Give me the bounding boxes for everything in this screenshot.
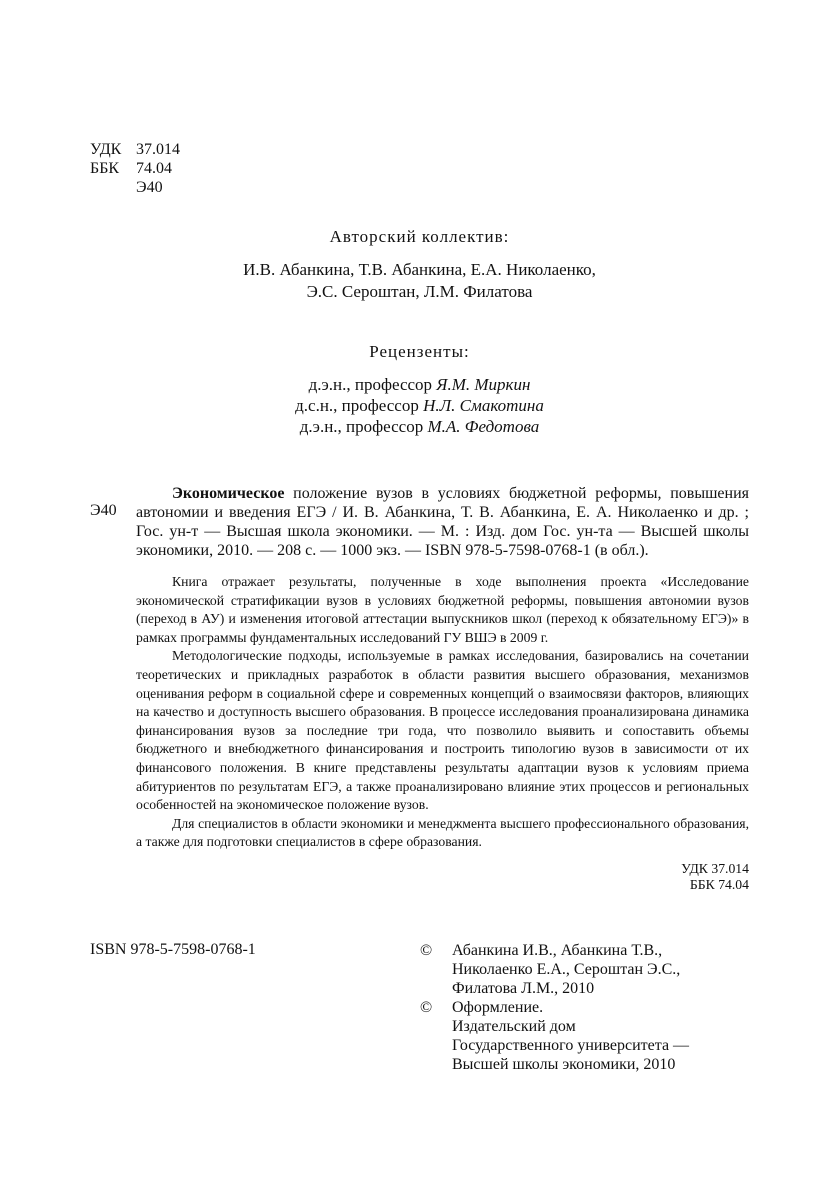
reviewer-degree: д.э.н., профессор [308, 375, 437, 394]
bib-title-lead: Экономическое [172, 485, 285, 502]
udk-row [90, 140, 180, 159]
reviewer-name: М.А. Федотова [427, 417, 540, 436]
udk-label: УДК [90, 141, 122, 158]
reviewer-degree: д.с.н., профессор [295, 396, 424, 415]
copyright-line: Николаенко Е.А., Сероштан Э.С., [452, 961, 681, 978]
bottom-classification [681, 861, 749, 893]
bbk-row [90, 159, 180, 178]
authors-list [0, 259, 839, 303]
copyright-line: Издательский дом [452, 1018, 576, 1035]
copyright-symbol: © [420, 942, 433, 959]
udk-value: 37.014 [136, 141, 180, 158]
bib-author-code: Э40 [90, 502, 117, 519]
author-code: Э40 [136, 179, 163, 196]
reviewer-name: Я.М. Миркин [436, 375, 531, 394]
copyright-line: Абанкина И.В., Абанкина Т.В., [452, 942, 663, 959]
classification-block [90, 140, 180, 197]
reviewer-item [0, 374, 839, 395]
annotation-paragraph: Для специалистов в области экономики и менеджмента высшего профессионального образования, а также для подготовки специалистов в сфере образования. [136, 815, 749, 850]
copyright-line: Оформление. [452, 999, 544, 1016]
author-code-row [90, 178, 180, 197]
reviewer-name: Н.Л. Смакотина [423, 396, 544, 415]
authors-line-2: Э.С. Сероштан, Л.М. Филатова [306, 282, 533, 301]
annotation-paragraph: Книга отражает результаты, полученные в ходе выполнения проекта «Исследование экономической стратификации вузов в условиях бюджетной реформы, повышения автономии вузов (переход в АУ) и изменения итоговой аттестации выпускников школ (переход к обязательному ЕГЭ)» в рамках программы фундаментальных исследований ГУ ВШЭ в 2009 г. [136, 574, 749, 645]
reviewer-degree: д.э.н., профессор [299, 417, 428, 436]
bibliographic-entry [136, 484, 749, 560]
bottom-bbk: ББК 74.04 [689, 877, 749, 892]
authors-line-1: И.В. Абанкина, Т.В. Абанкина, Е.А. Николаенко, [243, 260, 596, 279]
copyright-line: Государственного университета — [452, 1037, 690, 1054]
copyright-line: Филатова Л.М., 2010 [452, 980, 595, 997]
bbk-value: 74.04 [136, 160, 172, 177]
bottom-udk: УДК 37.014 [681, 861, 749, 876]
reviewer-item [0, 395, 839, 416]
copyright-authors [420, 941, 752, 998]
copyright-design [420, 998, 752, 1074]
reviewer-item [0, 416, 839, 437]
reviewers-title: Рецензенты: [369, 342, 470, 361]
reviewers-list [0, 374, 839, 437]
authors-title: Авторский коллектив: [329, 227, 510, 246]
copyright-line: Высшей школы экономики, 2010 [452, 1056, 676, 1073]
bib-text: положение вузов в условиях бюджетной реформы, повышения автономии и введения ЕГЭ / И. В. Абанкина, Т. В. Абанкина, Е. А. Николаенко и др. ; Гос. ун-т — Высшая школа экономики. — М. : Изд. дом Гос. ун-та — Высшей школы экономики, 2010. — 208 с. — 1000 экз. — ISBN 978-5-7598-0768-1 (в обл.). [136, 485, 749, 559]
copyright-symbol: © [420, 999, 433, 1016]
bbk-label: ББК [90, 160, 120, 177]
copyright-block [420, 941, 752, 1074]
annotation-paragraph: Методологические подходы, используемые в рамках исследования, базировались на сочетании теоретических и прикладных разработок в области развития высшего образования, механизмов оценивания реформ в социальной сфере и современных концепций о взаимосвязи факторов, влияющих на качество и доступность высшего образования. В процессе исследования проанализирована динамика финансирования вузов за последние три года, что позволило выявить и сопоставить объемы бюджетного и внебюджетного финансирования и построить типологию вузов в зависимости от их финансового положения. В книге представлены результаты адаптации вузов к условиям приема абитуриентов по результатам ЕГЭ, а также проанализировано влияние этих процессов и региональных особенностей на экономическое положение вузов. [136, 648, 749, 813]
annotation [136, 573, 749, 852]
isbn: ISBN 978-5-7598-0768-1 [90, 941, 256, 958]
